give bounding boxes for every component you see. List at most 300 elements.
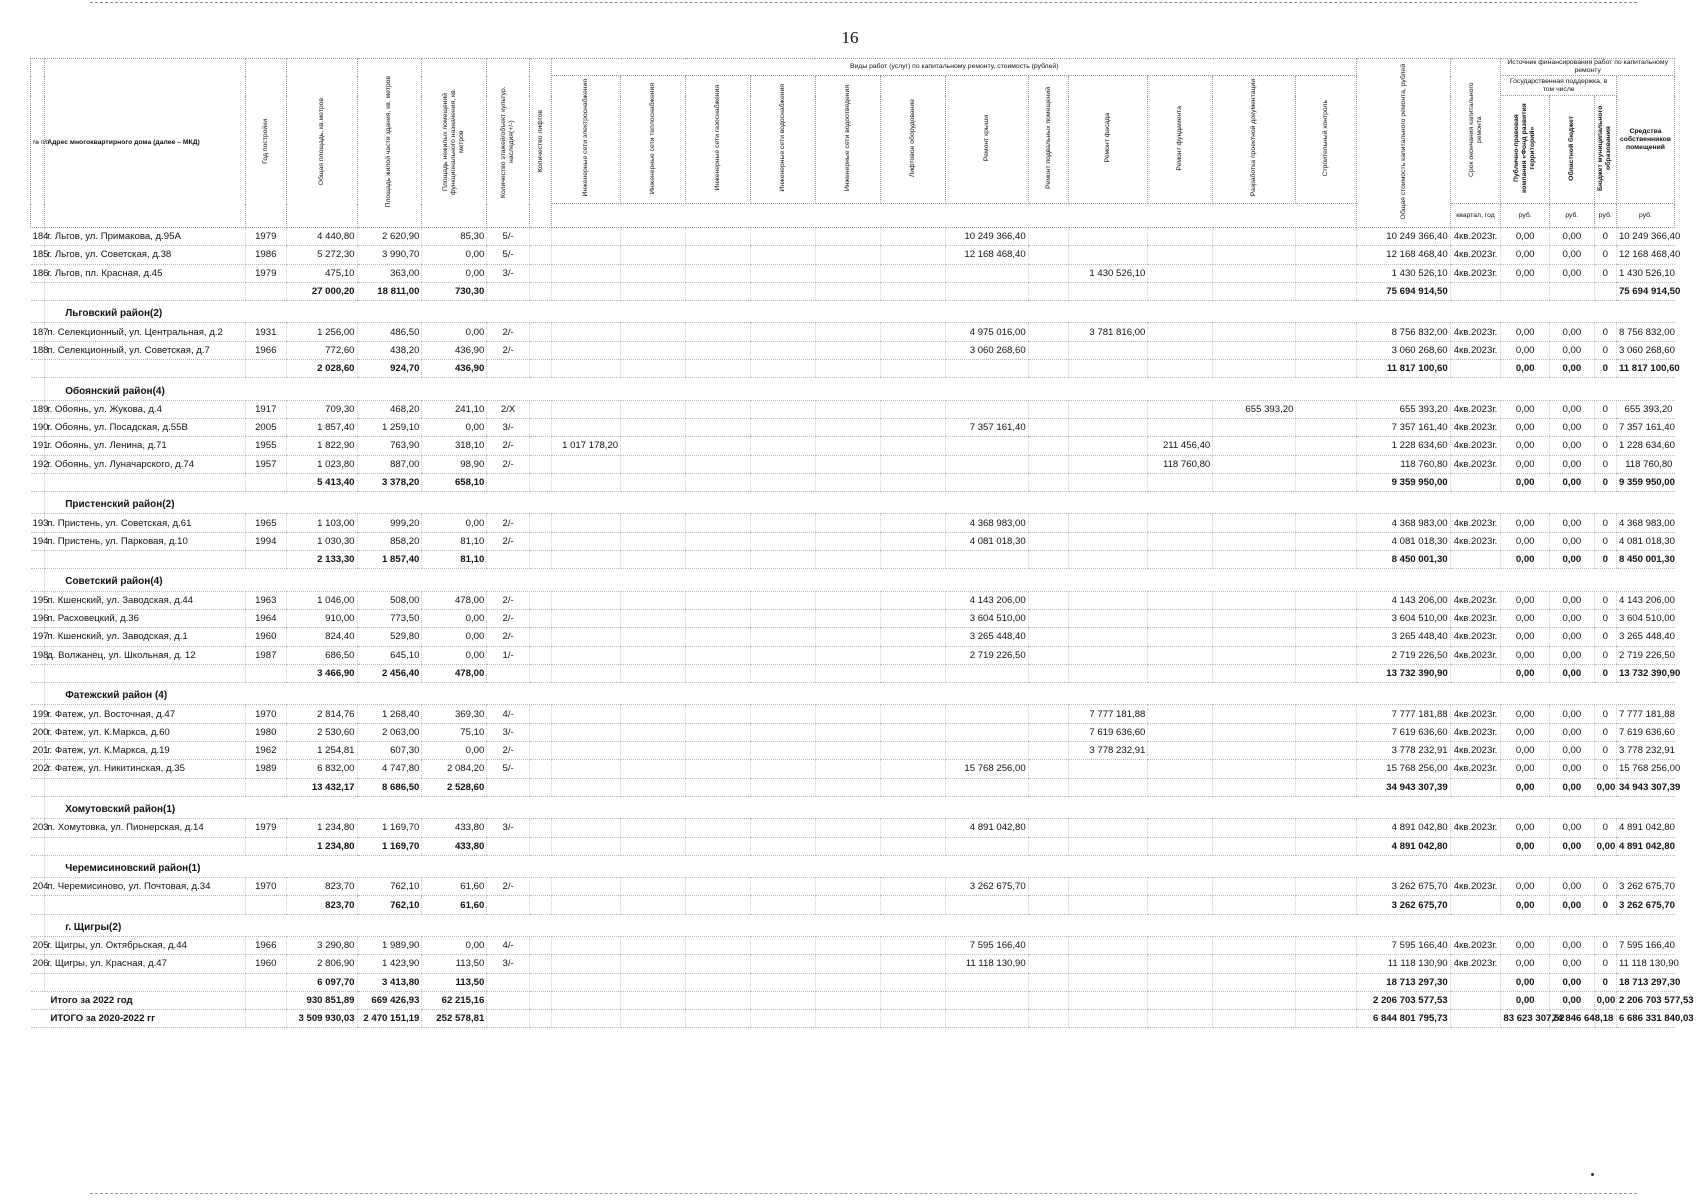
row-floors xyxy=(487,282,530,300)
row-deadline xyxy=(1450,551,1501,569)
row-owners: 3 262 675,70 xyxy=(1616,896,1674,914)
unit-municipal: руб. xyxy=(1594,204,1616,228)
row-total-cost: 1 228 634,60 xyxy=(1357,437,1450,455)
row-owners: 12 168 468,40 xyxy=(1616,246,1674,264)
district-spacer xyxy=(31,301,45,323)
row-control xyxy=(1296,473,1357,491)
row-number: 206 xyxy=(31,955,45,973)
row-foundation: 118 760,80 xyxy=(1148,455,1213,473)
row-region: 0,00 xyxy=(1550,609,1595,627)
district-name: Советский район(4) xyxy=(45,569,1675,591)
row-electric xyxy=(552,360,621,378)
row-living-area: 924,70 xyxy=(357,360,422,378)
row-fund: 0,00 xyxy=(1501,532,1550,550)
row-total-cost: 8 450 001,30 xyxy=(1357,551,1450,569)
row-floors: 2/- xyxy=(487,609,530,627)
row-floors: 2/- xyxy=(487,532,530,550)
row-fund: 0,00 xyxy=(1501,591,1550,609)
row-total-cost: 75 694 914,50 xyxy=(1357,282,1450,300)
row-lift-equipment xyxy=(880,628,945,646)
row-facade: 1 430 526,10 xyxy=(1069,264,1148,282)
row-facade xyxy=(1069,837,1148,855)
row-owners: 9 359 950,00 xyxy=(1616,473,1674,491)
row-roof xyxy=(945,896,1028,914)
row-sewer xyxy=(815,896,880,914)
row-living-area: 1 259,10 xyxy=(357,418,422,436)
row-gas xyxy=(686,936,751,954)
row-control xyxy=(1296,896,1357,914)
row-lifts xyxy=(529,1010,551,1028)
row-region: 0,00 xyxy=(1550,878,1595,896)
row-foundation xyxy=(1148,878,1213,896)
row-facade xyxy=(1069,609,1148,627)
row-owners: 3 262 675,70 xyxy=(1616,878,1674,896)
row-roof: 3 604 510,00 xyxy=(945,609,1028,627)
row-floors: 2/- xyxy=(487,323,530,341)
row-living-area: 529,80 xyxy=(357,628,422,646)
row-lift-equipment xyxy=(880,1010,945,1028)
row-heat xyxy=(621,473,686,491)
row-region: 0,00 xyxy=(1550,264,1595,282)
row-water xyxy=(750,664,815,682)
row-nonliving-area: 98,90 xyxy=(422,455,487,473)
row-fund: 0,00 xyxy=(1501,418,1550,436)
row-owners: 1 228 634,60 xyxy=(1616,437,1674,455)
row-roof: 3 262 675,70 xyxy=(945,878,1028,896)
district-header-row xyxy=(31,378,1675,400)
row-address: г. Щигры, ул. Красная, д.47 xyxy=(45,955,246,973)
row-address: г. Льгов, ул. Советская, д.38 xyxy=(45,246,246,264)
row-deadline xyxy=(1450,778,1501,796)
row-address xyxy=(45,973,246,991)
row-deadline xyxy=(1450,1010,1501,1028)
row-design xyxy=(1213,896,1296,914)
row-lifts xyxy=(529,418,551,436)
table-row xyxy=(31,514,1675,532)
row-fund xyxy=(1501,282,1550,300)
row-basement xyxy=(1028,514,1069,532)
row-living-area: 887,00 xyxy=(357,455,422,473)
row-address xyxy=(45,896,246,914)
row-municipal: 0 xyxy=(1594,246,1616,264)
row-fund: 0,00 xyxy=(1501,936,1550,954)
row-owners: 34 943 307,39 xyxy=(1616,778,1674,796)
row-region: 0,00 xyxy=(1550,341,1595,359)
row-electric xyxy=(552,551,621,569)
row-year: 1931 xyxy=(245,323,286,341)
row-address: г. Обоянь, ул. Посадская, д.55В xyxy=(45,418,246,436)
row-basement xyxy=(1028,878,1069,896)
row-region xyxy=(1550,282,1595,300)
row-total-area: 3 466,90 xyxy=(286,664,357,682)
row-owners: 4 891 042,80 xyxy=(1616,837,1674,855)
row-electric xyxy=(552,282,621,300)
row-deadline: 4кв.2023г. xyxy=(1450,723,1501,741)
row-lift-equipment xyxy=(880,609,945,627)
row-sewer xyxy=(815,514,880,532)
row-number xyxy=(31,973,45,991)
row-sewer xyxy=(815,228,880,246)
row-floors: 2/- xyxy=(487,591,530,609)
row-owners: 4 891 042,80 xyxy=(1616,819,1674,837)
row-owners: 11 118 130,90 xyxy=(1616,955,1674,973)
row-deadline xyxy=(1450,282,1501,300)
col-deadline: Срок окончания капитального ремонта xyxy=(1450,59,1501,204)
row-facade xyxy=(1069,1010,1148,1028)
row-total-cost: 3 060 268,60 xyxy=(1357,341,1450,359)
row-basement xyxy=(1028,282,1069,300)
row-address: п. Селекционный, ул. Центральная, д.2 xyxy=(45,323,246,341)
row-number: 184 xyxy=(31,228,45,246)
row-control xyxy=(1296,341,1357,359)
row-total-area: 2 806,90 xyxy=(286,955,357,973)
row-gas xyxy=(686,896,751,914)
row-sewer xyxy=(815,705,880,723)
row-gas xyxy=(686,228,751,246)
row-design xyxy=(1213,628,1296,646)
row-year: 1970 xyxy=(245,705,286,723)
row-water xyxy=(750,551,815,569)
row-foundation xyxy=(1148,664,1213,682)
row-total-cost: 7 357 161,40 xyxy=(1357,418,1450,436)
row-living-area: 1 989,90 xyxy=(357,936,422,954)
row-living-area: 3 413,80 xyxy=(357,973,422,991)
row-foundation xyxy=(1148,778,1213,796)
row-number: 187 xyxy=(31,323,45,341)
row-water xyxy=(750,628,815,646)
row-gas xyxy=(686,455,751,473)
row-gas xyxy=(686,551,751,569)
row-gas xyxy=(686,760,751,778)
row-basement xyxy=(1028,609,1069,627)
row-electric xyxy=(552,532,621,550)
row-roof xyxy=(945,282,1028,300)
row-heat xyxy=(621,991,686,1009)
row-region: 0,00 xyxy=(1550,323,1595,341)
row-facade xyxy=(1069,400,1148,418)
row-total-area: 13 432,17 xyxy=(286,778,357,796)
row-facade xyxy=(1069,760,1148,778)
district-header-row xyxy=(31,796,1675,818)
row-floors xyxy=(487,551,530,569)
row-sewer xyxy=(815,878,880,896)
row-roof xyxy=(945,723,1028,741)
row-gas xyxy=(686,991,751,1009)
row-electric xyxy=(552,973,621,991)
row-control xyxy=(1296,1010,1357,1028)
row-municipal: 0 xyxy=(1594,742,1616,760)
row-year: 1994 xyxy=(245,532,286,550)
row-lift-equipment xyxy=(880,323,945,341)
row-heat xyxy=(621,514,686,532)
row-floors: 3/- xyxy=(487,955,530,973)
row-control xyxy=(1296,760,1357,778)
row-lift-equipment xyxy=(880,591,945,609)
row-deadline: 4кв.2023г. xyxy=(1450,246,1501,264)
table-row xyxy=(31,819,1675,837)
row-address: п. Расховецкий, д.36 xyxy=(45,609,246,627)
row-region: 0,00 xyxy=(1550,360,1595,378)
row-basement xyxy=(1028,991,1069,1009)
row-facade: 7 619 636,60 xyxy=(1069,723,1148,741)
row-deadline: 4кв.2023г. xyxy=(1450,323,1501,341)
row-owners: 7 619 636,60 xyxy=(1616,723,1674,741)
row-basement xyxy=(1028,778,1069,796)
row-lift-equipment xyxy=(880,936,945,954)
row-lifts xyxy=(529,955,551,973)
row-roof xyxy=(945,973,1028,991)
subtotal-row xyxy=(31,551,1675,569)
row-total-area: 5 413,40 xyxy=(286,473,357,491)
row-owners: 75 694 914,50 xyxy=(1616,282,1674,300)
row-design xyxy=(1213,418,1296,436)
row-facade xyxy=(1069,418,1148,436)
row-roof xyxy=(945,664,1028,682)
row-design xyxy=(1213,551,1296,569)
row-region: 0,00 xyxy=(1550,742,1595,760)
row-water xyxy=(750,360,815,378)
row-region: 0,00 xyxy=(1550,991,1595,1009)
row-nonliving-area: 658,10 xyxy=(422,473,487,491)
row-year: 2005 xyxy=(245,418,286,436)
row-year: 1965 xyxy=(245,514,286,532)
row-living-area: 2 063,00 xyxy=(357,723,422,741)
row-address: п. Кшенский, ул. Заводская, д.44 xyxy=(45,591,246,609)
row-design xyxy=(1213,341,1296,359)
row-basement xyxy=(1028,400,1069,418)
row-total-cost: 4 368 983,00 xyxy=(1357,514,1450,532)
row-total-cost: 3 262 675,70 xyxy=(1357,896,1450,914)
table-row xyxy=(31,646,1675,664)
row-living-area: 363,00 xyxy=(357,264,422,282)
row-water xyxy=(750,760,815,778)
row-total-area: 1 046,00 xyxy=(286,591,357,609)
row-gas xyxy=(686,323,751,341)
row-owners: 10 249 366,40 xyxy=(1616,228,1674,246)
row-facade: 3 778 232,91 xyxy=(1069,742,1148,760)
row-nonliving-area: 318,10 xyxy=(422,437,487,455)
subtotal-row xyxy=(31,973,1675,991)
row-total-cost: 11 118 130,90 xyxy=(1357,955,1450,973)
grand-total-row xyxy=(31,991,1675,1009)
row-sewer xyxy=(815,609,880,627)
row-floors xyxy=(487,778,530,796)
row-nonliving-area: 730,30 xyxy=(422,282,487,300)
row-heat xyxy=(621,896,686,914)
row-water xyxy=(750,323,815,341)
row-deadline: 4кв.2023г. xyxy=(1450,742,1501,760)
row-total-area: 1 030,30 xyxy=(286,532,357,550)
row-design xyxy=(1213,664,1296,682)
row-control xyxy=(1296,455,1357,473)
row-address: п. Селекционный, ул. Советская, д.7 xyxy=(45,341,246,359)
row-heat xyxy=(621,742,686,760)
row-electric xyxy=(552,760,621,778)
row-lift-equipment xyxy=(880,437,945,455)
row-gas xyxy=(686,532,751,550)
row-address xyxy=(45,551,246,569)
row-municipal: 0 xyxy=(1594,760,1616,778)
row-owners: 2 206 703 577,53 xyxy=(1616,991,1674,1009)
row-control xyxy=(1296,837,1357,855)
row-region: 0,00 xyxy=(1550,473,1595,491)
row-roof xyxy=(945,1010,1028,1028)
row-living-area: 4 747,80 xyxy=(357,760,422,778)
row-year: 1979 xyxy=(245,228,286,246)
row-region: 0,00 xyxy=(1550,819,1595,837)
row-design xyxy=(1213,264,1296,282)
row-nonliving-area: 0,00 xyxy=(422,246,487,264)
row-municipal: 0 xyxy=(1594,646,1616,664)
row-design xyxy=(1213,778,1296,796)
row-basement xyxy=(1028,360,1069,378)
row-fund: 0,00 xyxy=(1501,246,1550,264)
row-address: г. Обоянь, ул. Жукова, д.4 xyxy=(45,400,246,418)
table-row xyxy=(31,878,1675,896)
row-roof: 3 265 448,40 xyxy=(945,628,1028,646)
row-basement xyxy=(1028,532,1069,550)
row-year xyxy=(245,360,286,378)
row-deadline: 4кв.2023г. xyxy=(1450,455,1501,473)
row-water xyxy=(750,591,815,609)
row-fund: 0,00 xyxy=(1501,437,1550,455)
row-owners: 6 686 331 840,03 xyxy=(1616,1010,1674,1028)
subtotal-row xyxy=(31,473,1675,491)
row-municipal: 0 xyxy=(1594,878,1616,896)
row-nonliving-area: 2 084,20 xyxy=(422,760,487,778)
row-nonliving-area: 433,80 xyxy=(422,837,487,855)
row-total-area: 1 256,00 xyxy=(286,323,357,341)
row-total-cost: 7 619 636,60 xyxy=(1357,723,1450,741)
row-heat xyxy=(621,455,686,473)
row-lift-equipment xyxy=(880,418,945,436)
row-total-cost: 9 359 950,00 xyxy=(1357,473,1450,491)
row-address: г. Щигры, ул. Октябрьская, д.44 xyxy=(45,936,246,954)
row-living-area: 773,50 xyxy=(357,609,422,627)
row-number: 186 xyxy=(31,264,45,282)
row-gas xyxy=(686,837,751,855)
row-gas xyxy=(686,955,751,973)
row-facade xyxy=(1069,455,1148,473)
row-heat xyxy=(621,819,686,837)
row-address xyxy=(45,360,246,378)
row-sewer xyxy=(815,246,880,264)
row-nonliving-area: 369,30 xyxy=(422,705,487,723)
row-sewer xyxy=(815,1010,880,1028)
row-address xyxy=(45,664,246,682)
row-number: 196 xyxy=(31,609,45,627)
row-floors: 2/- xyxy=(487,514,530,532)
row-floors: 4/- xyxy=(487,936,530,954)
row-roof: 4 368 983,00 xyxy=(945,514,1028,532)
row-heat xyxy=(621,705,686,723)
row-gas xyxy=(686,341,751,359)
row-deadline: 4кв.2023г. xyxy=(1450,628,1501,646)
row-heat xyxy=(621,973,686,991)
row-nonliving-area: 75,10 xyxy=(422,723,487,741)
row-address: п. Хомутовка, ул. Пионерская, д.14 xyxy=(45,819,246,837)
col-living-area: Площадь жилой части здания, кв. метров xyxy=(357,59,422,228)
row-foundation xyxy=(1148,742,1213,760)
row-foundation xyxy=(1148,628,1213,646)
district-spacer xyxy=(31,796,45,818)
row-lifts xyxy=(529,646,551,664)
row-foundation xyxy=(1148,228,1213,246)
row-electric xyxy=(552,418,621,436)
row-number: 194 xyxy=(31,532,45,550)
capital-repair-register-table xyxy=(30,58,1694,1028)
row-sewer xyxy=(815,955,880,973)
row-lift-equipment xyxy=(880,705,945,723)
row-roof xyxy=(945,778,1028,796)
row-basement xyxy=(1028,341,1069,359)
row-lifts xyxy=(529,628,551,646)
row-foundation xyxy=(1148,360,1213,378)
row-municipal: 0 xyxy=(1594,628,1616,646)
row-facade xyxy=(1069,955,1148,973)
row-number: 198 xyxy=(31,646,45,664)
row-facade xyxy=(1069,936,1148,954)
row-municipal: 0 xyxy=(1594,723,1616,741)
row-basement xyxy=(1028,437,1069,455)
row-living-area: 607,30 xyxy=(357,742,422,760)
row-floors: 5/- xyxy=(487,246,530,264)
total-label: Итого за 2022 год xyxy=(31,991,246,1009)
row-number: 197 xyxy=(31,628,45,646)
row-fund: 0,00 xyxy=(1501,628,1550,646)
row-heat xyxy=(621,437,686,455)
row-control xyxy=(1296,551,1357,569)
row-facade xyxy=(1069,646,1148,664)
row-heat xyxy=(621,323,686,341)
row-basement xyxy=(1028,551,1069,569)
row-total-area: 823,70 xyxy=(286,878,357,896)
row-lifts xyxy=(529,514,551,532)
row-nonliving-area: 0,00 xyxy=(422,264,487,282)
row-living-area: 508,00 xyxy=(357,591,422,609)
row-municipal: 0 xyxy=(1594,514,1616,532)
row-year xyxy=(245,991,286,1009)
row-heat xyxy=(621,609,686,627)
row-lifts xyxy=(529,742,551,760)
row-foundation xyxy=(1148,837,1213,855)
row-number: 205 xyxy=(31,936,45,954)
row-deadline: 4кв.2023г. xyxy=(1450,955,1501,973)
row-total-area: 2 814,76 xyxy=(286,705,357,723)
row-gas xyxy=(686,646,751,664)
row-facade xyxy=(1069,551,1148,569)
row-total-area: 1 103,00 xyxy=(286,514,357,532)
row-region: 0,00 xyxy=(1550,646,1595,664)
row-region: 0,00 xyxy=(1550,246,1595,264)
row-municipal: 0 xyxy=(1594,323,1616,341)
row-foundation xyxy=(1148,400,1213,418)
row-facade xyxy=(1069,664,1148,682)
row-basement xyxy=(1028,264,1069,282)
row-lift-equipment xyxy=(880,246,945,264)
row-control xyxy=(1296,819,1357,837)
row-floors: 2/Х xyxy=(487,400,530,418)
row-facade xyxy=(1069,532,1148,550)
row-total-cost: 7 595 166,40 xyxy=(1357,936,1450,954)
row-water xyxy=(750,646,815,664)
row-nonliving-area: 436,90 xyxy=(422,360,487,378)
row-roof: 2 719 226,50 xyxy=(945,646,1028,664)
row-total-cost: 3 604 510,00 xyxy=(1357,609,1450,627)
row-lift-equipment xyxy=(880,896,945,914)
row-foundation xyxy=(1148,896,1213,914)
row-deadline: 4кв.2023г. xyxy=(1450,609,1501,627)
